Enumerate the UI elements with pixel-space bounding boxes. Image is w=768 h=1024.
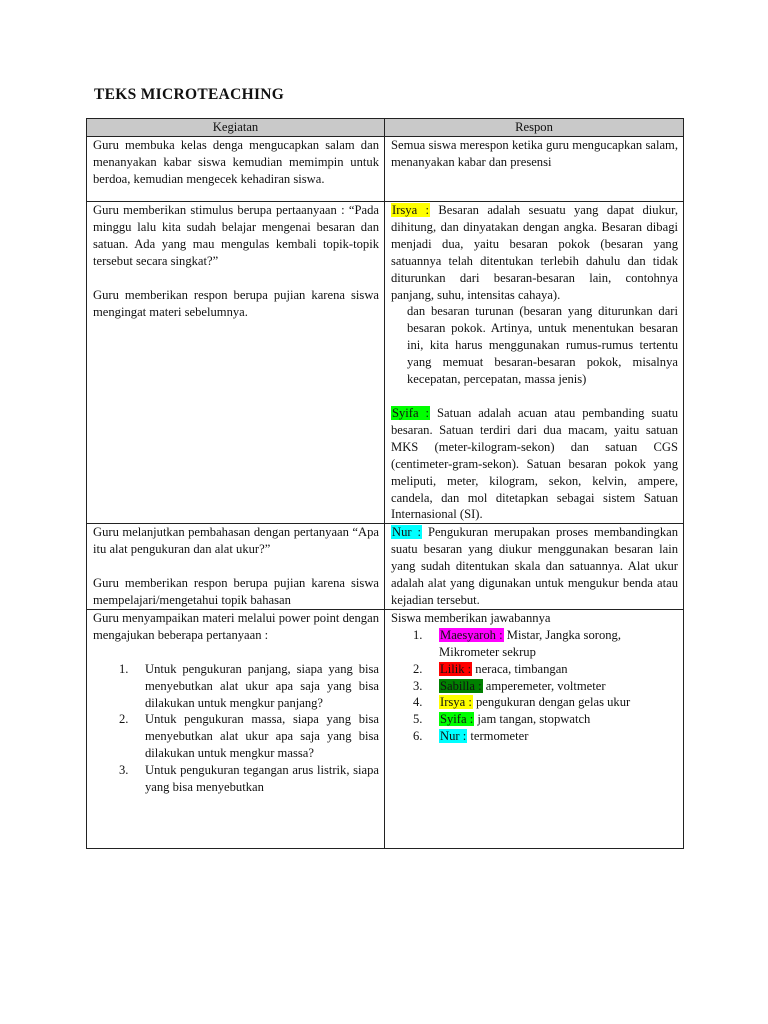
- list-number: 4.: [413, 695, 423, 710]
- list-number: 2.: [413, 661, 423, 676]
- kegiatan-paragraph: Guru memberikan respon berupa pujian karena siswa mengingat materi sebelumnya.: [93, 287, 379, 319]
- table-row: [87, 524, 684, 610]
- list-number: 1.: [413, 627, 423, 642]
- respon-intro: Siswa memberikan jawabannya: [391, 610, 551, 625]
- respon-text: Semua siswa merespon ketika guru mengucapkan salam, menanyakan kabar dan presensi: [391, 138, 678, 169]
- table-row: [87, 609, 684, 848]
- question-text: Untuk pengukuran panjang, siapa yang bisa menyebutkan alat ukur apa saja yang bisa dilakukan untuk mengkur panjang?: [145, 661, 379, 710]
- kegiatan-text: Guru membuka kelas denga mengucapkan salam dan menanyakan kabar siswa kemudian memimpin untuk berdoa, kemudian mengecek kehadiran siswa.: [93, 138, 379, 186]
- table-row: [87, 202, 684, 524]
- student-name-lilik: Lilik :: [440, 661, 472, 676]
- answer-text: Mistar, Jangka sorong, Mikrometer sekrup: [439, 627, 621, 659]
- student-name-irsya: Irsya :: [392, 203, 430, 217]
- list-item: [413, 711, 678, 728]
- kegiatan-cell: [87, 609, 385, 848]
- document-title: TEKS MICROTEACHING: [94, 86, 285, 103]
- answer-text: neraca, timbangan: [472, 661, 568, 676]
- student-name-syifa: Syifa :: [440, 712, 474, 727]
- kegiatan-paragraph: Guru memberikan stimulus berupa pertaanyaan : “Pada minggu lalu kita sudah belajar mengenai besaran dan satuan. Ada yang mau mengulas kembali topik-topik tersebut secara singkat?”: [93, 203, 379, 268]
- answer-text: termometer: [467, 729, 529, 744]
- kegiatan-cell: [87, 524, 385, 610]
- list-number: 6.: [413, 729, 423, 744]
- list-number: 2.: [119, 712, 129, 727]
- respon-text: Besaran adalah sesuatu yang dapat diukur, dihitung, dan dinyatakan dengan angka. Besaran dibagi menjadi dua, yaitu besaran pokok (besaran yang satuannya telah ditentukan terlebih dahulu dan tidak diturunkan dari besaran-besaran lain, contohnya panjang, suhu, intensitas cahaya).: [391, 203, 678, 302]
- respon-text: Pengukuran merupakan proses membandingkan suatu besaran yang diukur menggunakan besaran lain yang sudah ditentukan skala dan satuannya. Alat ukur adalah alat yang digunakan untuk mengukur benda atau kejadian tersebut.: [391, 525, 678, 607]
- list-item: [413, 627, 678, 661]
- respon-text: Satuan adalah acuan atau pembanding suatu besaran. Satuan terdiri dari dua macam, yaitu satuan MKS (meter-kilogram-sekon) dan satuan CGS (centimeter-gram-sekon). Satuan besaran pokok yang meliputi, meter, kilogram, sekon, kelvin, ampere, candela, dan mol ditetapkan sebagai sistem Satuan Internasional (SI).: [391, 405, 678, 522]
- list-item: [119, 762, 379, 796]
- respon-cell: [385, 609, 684, 848]
- kegiatan-paragraph: Guru menyampaikan materi melalui power point dengan mengajukan beberapa pertanyaan :: [93, 610, 379, 642]
- list-number: 5.: [413, 712, 423, 727]
- respon-cell: [385, 137, 684, 202]
- table-header-row: [87, 119, 684, 137]
- respon-cell: [385, 524, 684, 610]
- kegiatan-cell: [87, 137, 385, 202]
- respon-paragraph: dan besaran turunan (besaran yang diturunkan dari besaran pokok. Artinya, untuk menentukan besaran ini, kita harus menggunakan rumus-rumus tertentu yang memuat besaran-besaran pokok, misalnya kecepatan, percepatan, massa jenis): [407, 304, 678, 387]
- respon-paragraph: [391, 202, 678, 303]
- question-list: [93, 661, 379, 796]
- student-name-maesyaroh: Maesyaroh :: [440, 627, 503, 642]
- list-item: [119, 661, 379, 712]
- list-item: [413, 661, 678, 678]
- student-name-nur: Nur :: [392, 525, 422, 540]
- list-item: [413, 728, 678, 745]
- kegiatan-paragraph: Guru melanjutkan pembahasan dengan pertanyaan “Apa itu alat pengukuran dan alat ukur?”: [93, 525, 379, 557]
- header-kegiatan: Kegiatan: [87, 119, 385, 137]
- list-number: 3.: [119, 763, 129, 778]
- list-item: [413, 678, 678, 695]
- question-text: Untuk pengukuran tegangan arus listrik, siapa yang bisa menyebutkan: [145, 763, 379, 795]
- list-item: [413, 694, 678, 711]
- table-row: [87, 137, 684, 202]
- kegiatan-paragraph: Guru memberikan respon berupa pujian karena siswa mempelajari/mengetahui topik bahasan: [93, 576, 379, 608]
- student-name-nur: Nur :: [440, 729, 467, 744]
- student-name-syifa: Syifa :: [392, 405, 430, 420]
- microteaching-table: [86, 118, 684, 849]
- list-item: [119, 711, 379, 762]
- student-name-sabilla: Sabilla :: [440, 678, 482, 693]
- list-number: 3.: [413, 678, 423, 693]
- answer-list: [391, 627, 678, 745]
- kegiatan-cell: [87, 202, 385, 524]
- answer-text: pengukuran dengan gelas ukur: [472, 695, 631, 710]
- answer-text: amperemeter, voltmeter: [482, 678, 606, 693]
- student-name-irsya: Irsya :: [440, 695, 472, 710]
- respon-paragraph: [391, 405, 678, 523]
- answer-text: jam tangan, stopwatch: [474, 712, 591, 727]
- list-number: 1.: [119, 661, 129, 676]
- question-text: Untuk pengukuran massa, siapa yang bisa menyebutkan alat ukur apa saja yang bisa dilakukan untuk mengkur massa?: [145, 712, 379, 761]
- respon-cell: [385, 202, 684, 524]
- respon-paragraph: [391, 524, 678, 609]
- header-respon: Respon: [385, 119, 684, 137]
